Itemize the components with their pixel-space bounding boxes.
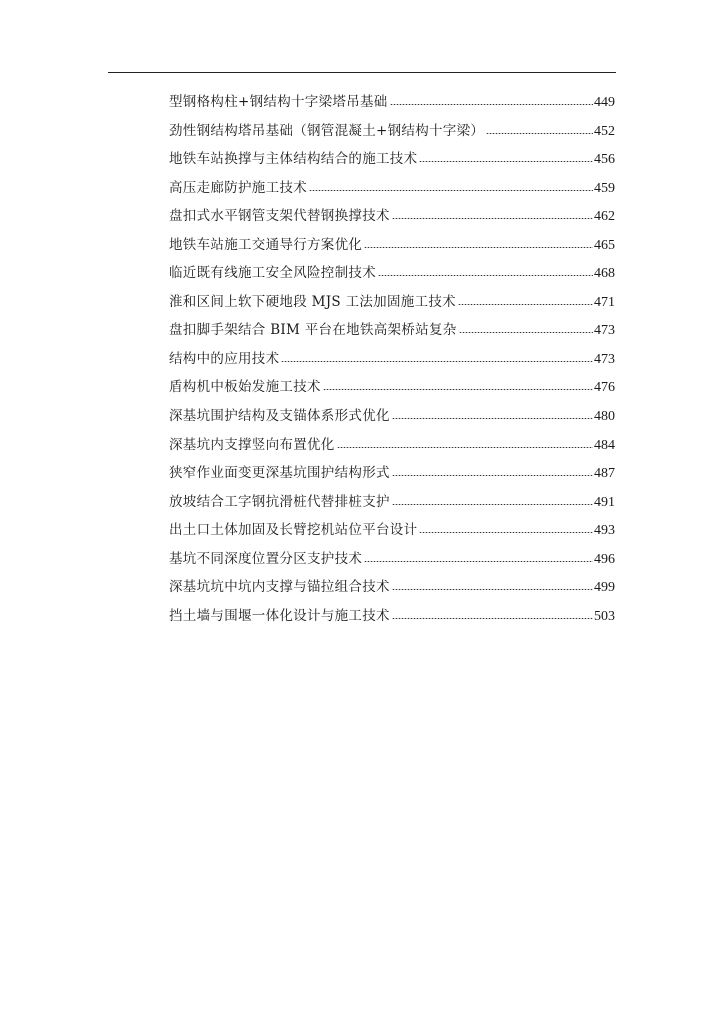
toc-entry[interactable] (169, 316, 615, 345)
toc-dot-leader (323, 389, 593, 390)
toc-entry[interactable] (169, 174, 615, 203)
toc-dot-leader (392, 504, 593, 505)
toc-dot-leader (419, 161, 593, 162)
toc-entry-page: 462 (594, 209, 615, 225)
toc-entry-title: 盾构机中板始发施工技术 (169, 379, 321, 396)
toc-entry[interactable] (169, 259, 615, 288)
toc-entry-page: 473 (594, 323, 615, 339)
toc-entry[interactable] (169, 231, 615, 260)
toc-entry[interactable] (169, 602, 615, 631)
toc-entry-title: 狭窄作业面变更深基坑围护结构形式 (169, 465, 390, 482)
toc-entry[interactable] (169, 573, 615, 602)
toc-dot-leader (364, 247, 593, 248)
toc-dot-leader (458, 304, 593, 305)
toc-entry-page: 465 (594, 237, 615, 253)
toc-entry-page: 456 (594, 152, 615, 168)
toc-dot-leader (459, 332, 593, 333)
toc-entry-page: 468 (594, 266, 615, 282)
toc-entry-title: 盘扣式水平钢管支架代替钢换撑技术 (169, 208, 390, 225)
toc-entry-page: 471 (594, 294, 615, 310)
toc-entry-title: 挡土墙与围堰一体化设计与施工技术 (169, 607, 390, 624)
toc-dot-leader (392, 618, 593, 619)
toc-entry-page: 480 (594, 409, 615, 425)
toc-dot-leader (364, 561, 593, 562)
toc-entry-page: 487 (594, 466, 615, 482)
toc-entry-title: 地铁车站施工交通导行方案优化 (169, 236, 363, 253)
header-rule (108, 72, 616, 73)
toc-entry[interactable] (169, 516, 615, 545)
toc-entry-page: 499 (594, 580, 615, 596)
toc-entry-title: 型钢格构柱+钢结构十字梁塔吊基础 (169, 94, 388, 110)
toc-dot-leader (392, 418, 593, 419)
toc-entry[interactable] (169, 373, 615, 402)
toc-entry[interactable] (169, 545, 615, 574)
toc-dot-leader (392, 218, 593, 219)
toc-entry-title: 深基坑坑中坑内支撑与锚拉组合技术 (169, 579, 390, 596)
toc-entry-page: 459 (594, 180, 615, 196)
toc-entry[interactable] (169, 88, 615, 117)
toc-entry-page: 449 (594, 95, 615, 110)
toc-dot-leader (419, 532, 593, 533)
toc-entry-title: 劲性钢结构塔吊基础（钢管混凝土+钢结构十字梁） (169, 122, 485, 139)
toc-entry[interactable] (169, 459, 615, 488)
toc-entry-title: 深基坑内支撑竖向布置优化 (169, 436, 335, 453)
toc-entry-title: 结构中的应用技术 (169, 350, 280, 367)
toc-dot-leader (392, 589, 593, 590)
toc-entry-title: 地铁车站换撑与主体结构结合的施工技术 (169, 151, 418, 168)
toc-entry-title: 临近既有线施工安全风险控制技术 (169, 265, 376, 282)
toc-entry-title: 深基坑围护结构及支锚体系形式优化 (169, 408, 390, 425)
toc-entry-title: 高压走廊防护施工技术 (169, 179, 307, 196)
toc-entry[interactable] (169, 117, 615, 146)
toc-entry-page: 484 (594, 437, 615, 453)
toc-entry-title: 淮和区间上软下硬地段 MJS 工法加固施工技术 (169, 293, 456, 310)
toc-entry-title: 放坡结合工字钢抗滑桩代替排桩支护 (169, 493, 390, 510)
toc-entry-page: 496 (594, 551, 615, 567)
toc-entry-page: 493 (594, 523, 615, 539)
toc-entry-title: 盘扣脚手架结合 BIM 平台在地铁高架桥站复杂 (169, 322, 457, 339)
toc-entry[interactable] (169, 288, 615, 317)
toc-entry[interactable] (169, 402, 615, 431)
toc-dot-leader (392, 475, 593, 476)
toc-entry[interactable] (169, 145, 615, 174)
table-of-contents (169, 88, 615, 630)
toc-entry-title: 基坑不同深度位置分区支护技术 (169, 550, 363, 567)
toc-entry-page: 503 (594, 608, 615, 624)
toc-dot-leader (281, 361, 593, 362)
toc-dot-leader (309, 190, 593, 191)
toc-entry-title: 出土口土体加固及长臂挖机站位平台设计 (169, 522, 418, 539)
toc-dot-leader (390, 104, 593, 105)
toc-entry-page: 491 (594, 494, 615, 510)
toc-entry[interactable] (169, 202, 615, 231)
toc-entry-page: 476 (594, 380, 615, 396)
toc-entry-page: 452 (594, 123, 615, 139)
toc-entry[interactable] (169, 345, 615, 374)
toc-entry[interactable] (169, 431, 615, 460)
toc-dot-leader (337, 447, 593, 448)
toc-dot-leader (486, 133, 593, 134)
toc-entry-page: 473 (594, 351, 615, 367)
toc-dot-leader (378, 275, 593, 276)
toc-entry[interactable] (169, 488, 615, 517)
